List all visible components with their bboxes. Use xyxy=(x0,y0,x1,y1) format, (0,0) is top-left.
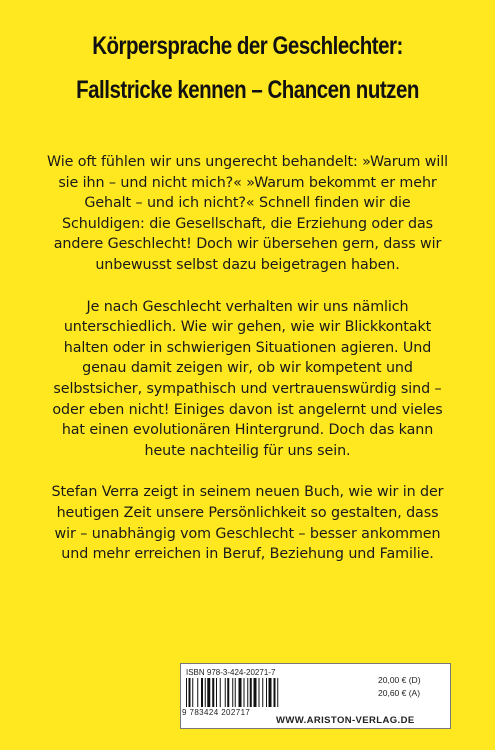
barcode-panel xyxy=(180,663,451,729)
blurb-paragraph-1: Wie oft fühlen wir uns ungerecht behandelt: »Warum will sie ihn – und nicht mich?« »Warum bekommt er mehr Gehalt – und ich nicht?« Schnell finden wir die Schuldigen: die Gesellschaft, die Erziehung oder das andere Geschlecht! Doch wir übersehen gern, dass wir unbewusst selbst dazu beigetragen haben. xyxy=(46,154,448,273)
barcode-bar xyxy=(225,678,226,707)
barcode-bar xyxy=(220,678,221,707)
barcode-bar xyxy=(244,678,245,707)
price-austria: 20,60 € (A) xyxy=(378,688,421,698)
barcode-bar xyxy=(201,678,203,707)
barcode-bar xyxy=(197,678,198,707)
barcode-bar xyxy=(232,678,233,707)
barcode-bar xyxy=(262,678,263,707)
barcode-bar xyxy=(239,678,242,707)
barcode-bar xyxy=(192,678,193,707)
book-title xyxy=(45,24,451,112)
barcode-icon xyxy=(186,678,288,707)
blurb-paragraph-3: Stefan Verra zeigt in seinem neuen Buch, wie wir in der heutigen Zeit unsere Persönlichkeit so gestalten, dass wir – unabhängig vom Geschlecht – besser ankommen und mehr erreichen in Beruf, Beziehung und Familie. xyxy=(51,484,444,563)
barcode-bar xyxy=(254,678,257,707)
barcode-bar xyxy=(274,678,276,707)
barcode-bar xyxy=(266,678,267,707)
price-germany: 20,00 € (D) xyxy=(378,675,421,685)
barcode-bar xyxy=(186,678,187,707)
blurb-paragraph-2: Je nach Geschlecht verhalten wir uns nämlich unterschiedlich. Wie wir gehen, wie wir Blickkontakt halten oder in schwierigen Situationen agieren. Und genau damit zeigen wir, ob wir kompetent und selbstsicher, sympathisch und vertrauenswürdig sind – oder eben nicht! Einiges davon ist angelernt und vieles hat einen evolutionären Hintergrund. Doch das kann heute nachteilig für uns sein. xyxy=(52,298,443,459)
barcode-digits: 9 783424 202717 xyxy=(182,708,251,717)
publisher-url: WWW.ARISTON-VERLAG.DE xyxy=(276,715,415,726)
title-line-1: Körpersprache der Geschlechter: xyxy=(92,32,403,60)
barcode-bar xyxy=(269,678,272,707)
isbn-label: ISBN 978-3-424-20271-7 xyxy=(186,668,276,677)
barcode-bar xyxy=(205,678,206,707)
barcode-bar xyxy=(227,678,229,707)
title-line-2: Fallstricke kennen – Chancen nutzen xyxy=(76,76,419,104)
barcode-bar xyxy=(277,678,278,707)
barcode-bar xyxy=(247,678,248,707)
barcode-bar xyxy=(207,678,210,707)
barcode-bar xyxy=(259,678,260,707)
barcode-bar xyxy=(235,678,236,707)
blurb xyxy=(44,152,451,586)
barcode-bar xyxy=(189,678,191,707)
barcode-bar xyxy=(250,678,252,707)
barcode-bar xyxy=(216,678,217,707)
barcode-bar xyxy=(212,678,214,707)
